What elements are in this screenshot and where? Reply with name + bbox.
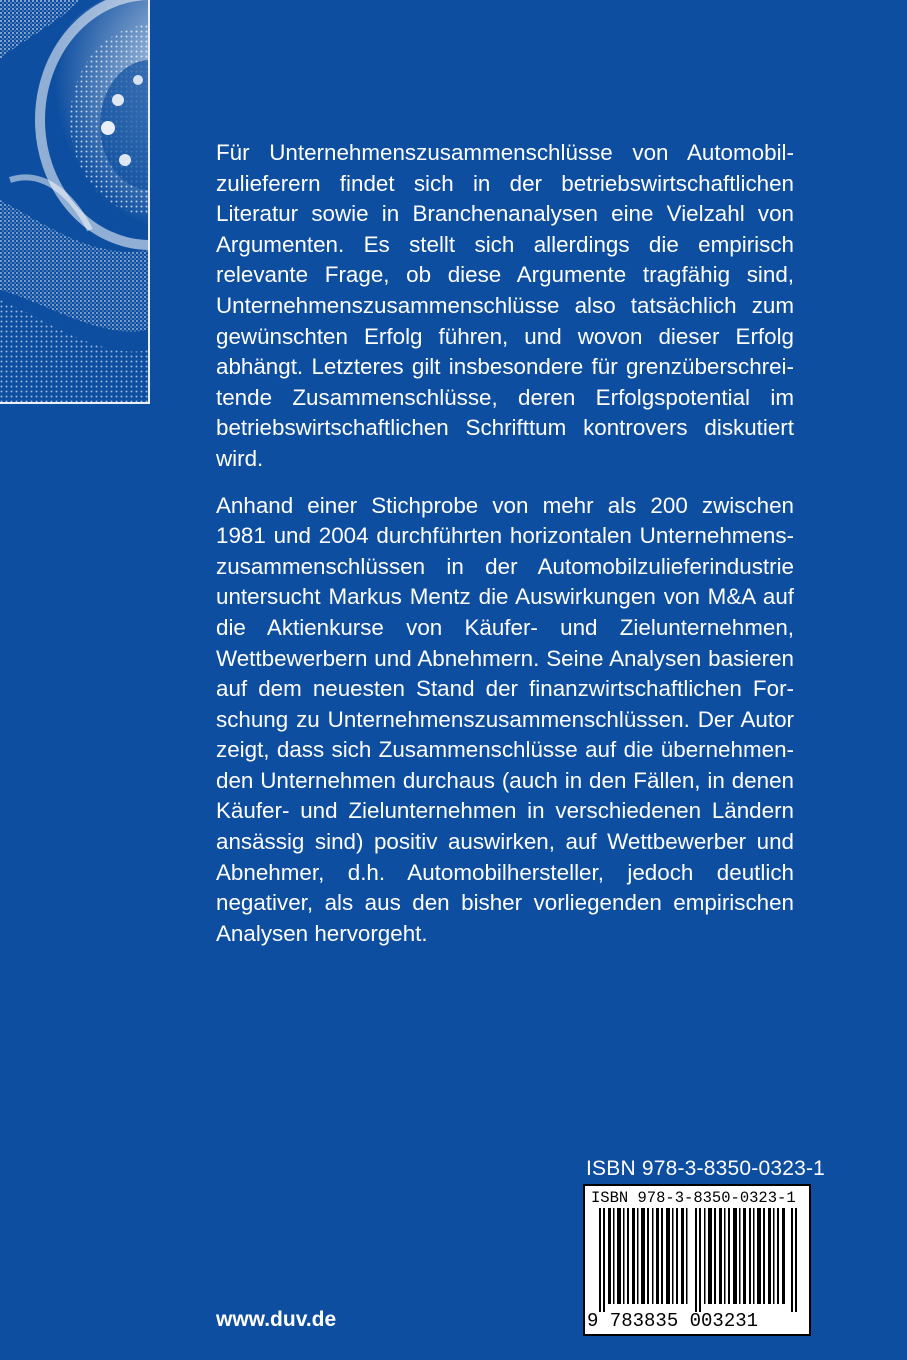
- barcode-icon: [599, 1208, 799, 1312]
- barcode-digits: 9 783835 003231: [587, 1310, 759, 1332]
- blurb-paragraph-2: Anhand einer Stichprobe von mehr als 200 zwischen 1981 und 2004 durchführten horizontalen Unternehmenszusammenschlüssen in der Automobilzulieferindustrie untersucht Markus Mentz die Auswirkungen von M&A auf die Aktienkurse von Käufer- und Zielunternehmen, Wettbewerbern und Abnehmern. Seine Analysen basieren auf dem neuesten Stand der finanzwirtschaftlichen Forschung zu Unternehmenszusammenschlüssen. Der Autor zeigt, dass sich Zusammenschlüsse auf die übernehmenden Unternehmen durchaus (auch in den Fällen, in denen Käufer- und Zielunternehmen in verschiedenen Ländern ansässig sind) positiv auswirken, auf Wettbewerber und Abnehmer, d.h. Automobilhersteller, jedoch deutlich negativer, als aus den bisher vorliegenden empirischen Analysen hervorgeht.: [216, 492, 794, 946]
- blurb-paragraph-1: Für Unternehmenszusammenschlüsse von Automobilzulieferern findet sich in der betriebswirtschaftlichen Literatur sowie in Branchenanalysen eine Vielzahl von Argumenten. Es stellt sich allerdings die empirisch relevante Frage, ob diese Argumente tragfähig sind, Unternehmenszusammenschlüsse also tatsächlich zum gewünschten Erfolg führen, und wovon dieser Erfolg abhängt. Letzteres gilt insbesondere für grenzüberschreitende Zusammenschlüsse, deren Erfolgspotential im betriebswirtschaftlichen Schrifttum kontrovers diskutiert wird.: [216, 140, 794, 471]
- barcode-box: [583, 1184, 811, 1336]
- wheel-rim-photo-icon: [0, 0, 148, 402]
- back-cover-blurb: [216, 138, 794, 965]
- publisher-url[interactable]: www.duv.de: [216, 1308, 337, 1331]
- isbn-label: ISBN 978-3-8350-0323-1: [586, 1157, 826, 1180]
- barcode-isbn-label: ISBN 978-3-8350-0323-1: [591, 1189, 796, 1207]
- cover-photo: [0, 0, 150, 404]
